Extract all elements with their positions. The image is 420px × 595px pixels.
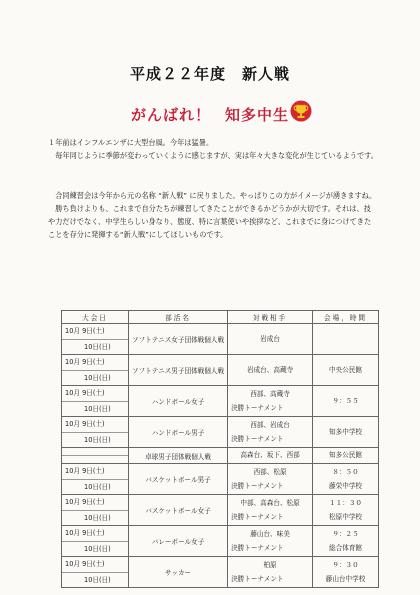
club-cell: バスケットボール男子 — [129, 464, 228, 495]
date-day1: 10月 9日(土) — [65, 327, 105, 335]
date-day2: 10日(日) — [62, 541, 128, 557]
date-day2 — [62, 455, 128, 456]
venue-line1: ９：２５ — [332, 529, 359, 538]
paragraph-1 — [48, 136, 378, 162]
opponent-cell — [228, 557, 313, 588]
venue-line1: １１：３０ — [329, 498, 363, 507]
date-cell — [62, 386, 129, 417]
date-day1: 10月 9日(土) — [65, 560, 105, 568]
date-day2: 10日(日) — [62, 401, 128, 417]
school-name: 知多中生 — [225, 106, 290, 124]
venue-line2: 総合体育館 — [329, 544, 363, 552]
opponent-cell — [228, 495, 313, 526]
date-day2: 10日(日) — [62, 572, 128, 588]
header-club: 部活名 — [129, 311, 228, 324]
date-cell — [62, 495, 129, 526]
club-cell: バスケットボール女子 — [129, 495, 228, 526]
schedule-table — [61, 310, 379, 588]
opponent-line1: 藤山台、味美 — [250, 529, 290, 538]
venue-line1: 中央公民館 — [329, 365, 363, 374]
table-row — [62, 324, 379, 355]
venue-line1: ９：５５ — [332, 396, 359, 405]
date-cell — [62, 324, 129, 355]
date-cell — [62, 448, 129, 464]
venue-line1: ９：３０ — [332, 560, 359, 569]
opponent-cell — [228, 417, 313, 448]
table-row — [62, 464, 379, 495]
venue-cell — [313, 495, 379, 526]
date-day1: 10月 9日(土) — [65, 467, 105, 475]
date-day1: 10月 9日(土) — [65, 389, 105, 397]
date-cell — [62, 557, 129, 588]
date-day2: 10日(日) — [62, 370, 128, 386]
opponent-line1: 西部、松原 — [253, 467, 287, 476]
venue-line1: 知多中学校 — [329, 427, 363, 436]
venue-cell — [313, 417, 379, 448]
paragraph-text: 勝ち負けよりも、これまで自分たちが練習してきたことができるかどうかが大切です。それは、技や力だけでなく、中学生らしい身なり、態度、特に言葉使いや挨拶など、これまでに身につけてきたことを存分に発揮する“新人戦”にしてほしいものです。 — [48, 204, 372, 239]
venue-cell — [313, 355, 379, 386]
club-cell: ソフトテニス女子団体戦個人戦 — [129, 324, 228, 355]
page-title: 平成２２年度 新人戦 — [129, 65, 290, 83]
table-row — [62, 495, 379, 526]
date-day1: 10月 9日(土) — [65, 358, 105, 366]
opponent-cell — [228, 386, 313, 417]
venue-line2: 藤栄中学校 — [329, 482, 363, 490]
table-row — [62, 557, 379, 588]
paragraph-2 — [48, 189, 378, 241]
club-cell: ハンドボール男子 — [129, 417, 228, 448]
opponent-line1: 高森台、坂下、西部 — [240, 451, 300, 460]
header-opponent: 対戦相手 — [228, 311, 313, 324]
venue-cell — [313, 464, 379, 495]
venue-line2: 松原中学校 — [329, 513, 363, 521]
trophy-icon — [290, 100, 312, 122]
club-cell: ハンドボール女子 — [129, 386, 228, 417]
paragraph-text: 毎年同じように季節が変わっていくように感じますが、実は年々大きな変化が生じているようです。 — [48, 151, 378, 160]
club-cell: バレーボール女子 — [129, 526, 228, 557]
opponent-line2: 決勝トーナメント — [231, 575, 284, 583]
opponent-line1: 中部、高森台、松原 — [240, 498, 300, 507]
table-row — [62, 526, 379, 557]
opponent-line2: 決勝トーナメント — [231, 482, 284, 490]
date-cell — [62, 355, 129, 386]
table-row — [62, 417, 379, 448]
venue-cell — [313, 386, 379, 417]
date-day1: 10月 9日(土) — [65, 529, 105, 537]
header-venue: 会場，時間 — [313, 311, 379, 324]
opponent-line2: 決勝トーナメント — [231, 435, 284, 443]
date-day1: 10月 9日(土) — [65, 498, 105, 506]
opponent-line2: 決勝トーナメント — [231, 404, 284, 412]
opponent-line1: 岩成台 — [260, 334, 280, 343]
opponent-cell — [228, 324, 313, 355]
venue-cell — [313, 448, 379, 464]
date-day1: 10月 9日(土) — [65, 420, 105, 428]
table-row — [62, 355, 379, 386]
paragraph-text: １年前はインフルエンザに大型台風。今年は猛暑。 — [48, 138, 214, 147]
club-cell: 卓球男子団体戦個人戦 — [129, 448, 228, 464]
club-cell: サッカー — [129, 557, 228, 588]
opponent-line2: 決勝トーナメント — [231, 513, 284, 521]
paragraph-text: 合同練習会は今年から元の名称 “新人戦” に戻りました。やっぱりこの方がイメージが湧きますね。 — [48, 191, 377, 200]
venue-cell — [313, 557, 379, 588]
table-row — [62, 386, 379, 417]
opponent-line1: 柏原 — [263, 560, 277, 569]
club-cell: ソフトテニス男子団体戦個人戦 — [129, 355, 228, 386]
opponent-cell — [228, 355, 313, 386]
date-day2: 10日(日) — [62, 510, 128, 526]
date-cell — [62, 464, 129, 495]
table-row — [62, 448, 379, 464]
date-cell — [62, 526, 129, 557]
venue-line2: 藤山台中学校 — [325, 575, 366, 583]
venue-cell — [313, 526, 379, 557]
table-header-row — [62, 311, 379, 324]
date-day2: 10日(日) — [62, 479, 128, 495]
header-date: 大会日 — [62, 311, 129, 324]
opponent-cell — [228, 448, 313, 464]
date-day2: 10日(日) — [62, 432, 128, 448]
venue-cell — [313, 324, 379, 355]
opponent-cell — [228, 526, 313, 557]
opponent-line1: 西部、岩成台 — [250, 420, 290, 429]
venue-line1: 知多公民館 — [329, 451, 363, 460]
cheer-line — [0, 104, 420, 125]
opponent-line1: 岩成台、高蔵寺 — [246, 365, 294, 374]
cheer-text: がんばれ！ — [130, 106, 211, 124]
date-cell — [62, 417, 129, 448]
opponent-cell — [228, 464, 313, 495]
opponent-line1: 西部、高蔵寺 — [250, 389, 290, 398]
date-day2: 10日(日) — [62, 339, 128, 355]
venue-line1: ８：５０ — [332, 467, 359, 476]
opponent-line2: 決勝トーナメント — [231, 544, 284, 552]
